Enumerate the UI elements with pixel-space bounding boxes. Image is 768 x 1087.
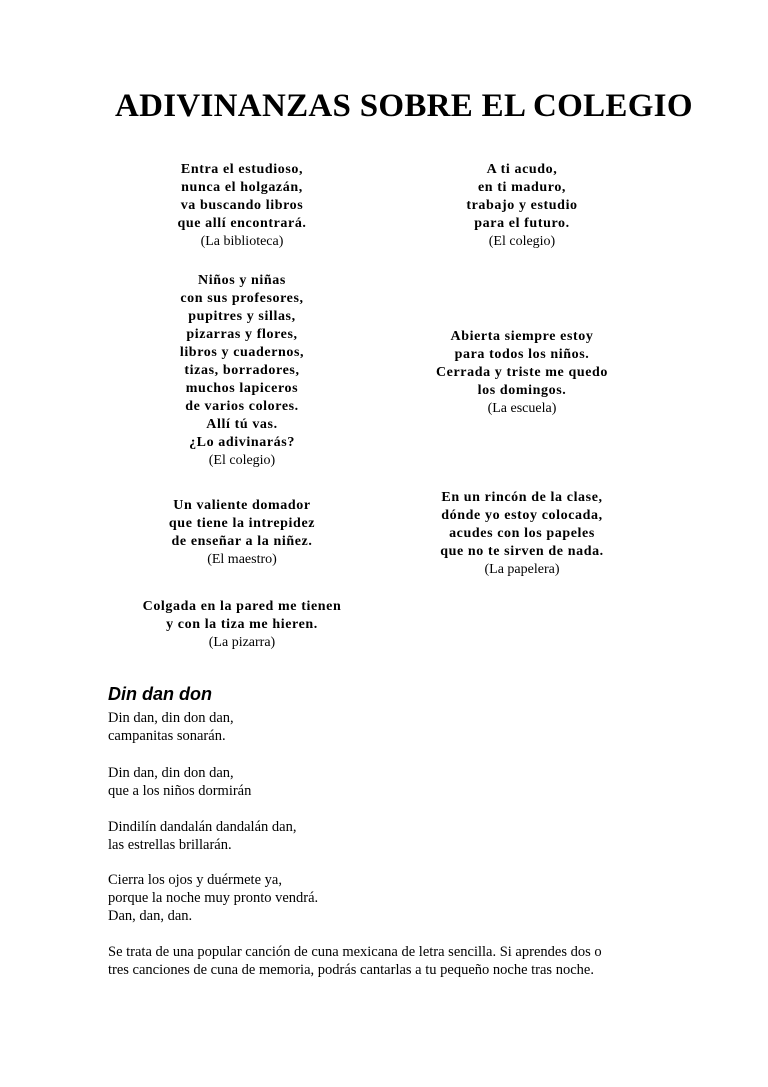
song-stanza [108, 871, 318, 925]
stanza-line: porque la noche muy pronto vendrá. [108, 890, 319, 906]
riddle-line: para el futuro. [474, 216, 570, 231]
riddle-line: de enseñar a la niñez. [171, 534, 313, 549]
riddle-line: que no te sirven de nada. [440, 544, 604, 559]
riddle-line: pizarras y flores, [186, 327, 298, 342]
riddle-line: trabajo y estudio [466, 198, 578, 213]
riddle-colegio-2 [152, 272, 332, 470]
riddle-line: acudes con los papeles [449, 526, 595, 541]
riddle-papelera [422, 489, 622, 579]
riddle-line: los domingos. [477, 383, 567, 398]
riddle-answer: (La biblioteca) [200, 234, 284, 249]
riddle-line: que tiene la intrepidez [168, 516, 316, 531]
stanza-line: Din dan, din don dan, [108, 765, 234, 781]
stanza-line: que a los niños dormirán [108, 783, 252, 799]
riddle-line: Un valiente domador [173, 498, 311, 513]
riddle-answer: (La papelera) [484, 562, 560, 577]
riddle-line: libros y cuadernos, [179, 345, 305, 360]
stanza-line: Dan, dan, dan. [108, 908, 193, 924]
riddle-line: Cerrada y triste me quedo [435, 365, 609, 380]
description-line: Se trata de una popular canción de cuna mexicana de letra sencilla. Si aprendes dos o [108, 944, 602, 960]
riddle-line: dónde yo estoy colocada, [441, 508, 603, 523]
stanza-line: Dindilín dandalán dandalán dan, [108, 819, 297, 835]
riddle-line: para todos los niños. [454, 347, 590, 362]
riddle-line: tizas, borradores, [184, 363, 300, 378]
song-stanza [108, 764, 251, 800]
riddle-answer: (El maestro) [207, 552, 277, 567]
riddle-biblioteca [152, 161, 332, 251]
riddle-line: y con la tiza me hieren. [166, 617, 318, 632]
song-stanza [108, 818, 296, 854]
riddle-line: Colgada en la pared me tienen [142, 599, 342, 614]
riddle-line: Abierta siempre estoy [450, 329, 594, 344]
riddle-line: en ti maduro, [477, 180, 567, 195]
riddle-line: Allí tú vas. [206, 417, 278, 432]
riddle-line: de varios colores. [185, 399, 299, 414]
riddle-colegio-1 [432, 161, 612, 251]
song-description [108, 943, 668, 979]
riddle-maestro [152, 497, 332, 569]
riddle-escuela [422, 328, 622, 418]
riddle-line: va buscando libros [180, 198, 304, 213]
riddle-line: con sus profesores, [180, 291, 304, 306]
riddle-line: pupitres y sillas, [188, 309, 296, 324]
riddle-line: muchos lapiceros [185, 381, 299, 396]
stanza-line: Din dan, din don dan, [108, 710, 234, 726]
description-line: tres canciones de cuna de memoria, podrás cantarlas a tu pequeño noche tras noche. [108, 962, 594, 978]
riddle-line: ¿Lo adivinarás? [189, 435, 295, 450]
stanza-line: las estrellas brillarán. [108, 837, 232, 853]
riddle-pizarra [122, 598, 362, 652]
riddle-line: que allí encontrará. [177, 216, 307, 231]
riddle-line: En un rincón de la clase, [441, 490, 603, 505]
riddle-line: Entra el estudioso, [180, 162, 304, 177]
song-title: Din dan don [108, 684, 212, 704]
page-title: ADIVINANZAS SOBRE EL COLEGIO [115, 88, 693, 124]
riddle-answer: (El colegio) [488, 234, 556, 249]
stanza-line: Cierra los ojos y duérmete ya, [108, 872, 282, 888]
riddle-answer: (La escuela) [487, 401, 557, 416]
riddle-answer: (El colegio) [208, 453, 276, 468]
riddle-line: Niños y niñas [198, 273, 286, 288]
riddle-line: A ti acudo, [486, 162, 558, 177]
song-stanza [108, 709, 234, 745]
riddle-line: nunca el holgazán, [181, 180, 303, 195]
stanza-line: campanitas sonarán. [108, 728, 226, 744]
riddle-answer: (La pizarra) [208, 635, 276, 650]
